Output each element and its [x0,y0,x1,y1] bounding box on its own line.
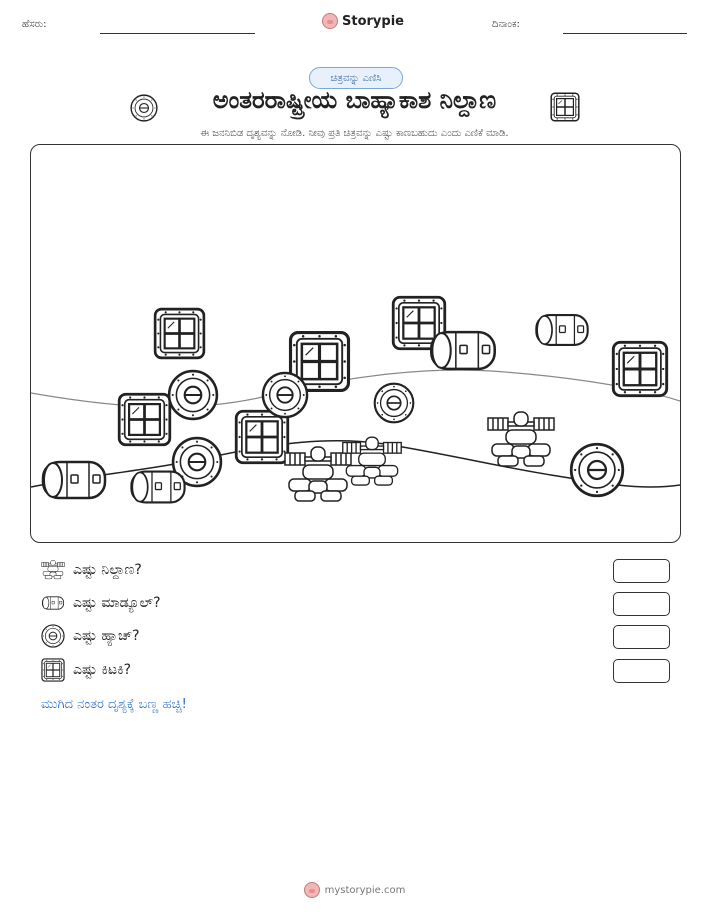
name-line[interactable] [100,33,255,34]
page-title: ಅಂತರರಾಷ್ಟ್ರೀಯ ಬಾಹ್ಯಾಕಾಶ ನಿಲ್ದಾಣ [212,86,497,114]
question-stations [41,557,142,583]
hatch-item [375,384,414,423]
window-item [155,309,204,358]
coloring-note: ಮುಗಿದ ನಂತರ ದೃಶ್ಯಕ್ಕೆ ಬಣ್ಣ ಹಚ್ಚಿ! [41,697,187,712]
hatch-item [571,444,623,496]
question-hatches [41,623,140,649]
date-line[interactable] [563,33,687,34]
answer-box-modules[interactable] [613,592,670,616]
answer-box-hatches[interactable] [613,625,670,649]
pig-mascot-icon [322,13,338,29]
hatch-item [169,371,217,419]
window-icon [41,658,65,682]
question-label: ಎಷ್ಟು ಕಿಟಕಿ? [73,662,132,678]
date-label: ದಿನಾಂಕ: [492,19,520,30]
question-modules [41,590,161,616]
category-badge: ಚಿತ್ರವನ್ನು ಎಣಿಸಿ [309,67,403,89]
hatch-icon [41,624,65,648]
space-station-icon [41,558,65,582]
name-label: ಹೆಸರು: [22,19,47,30]
scene-illustration [31,145,680,542]
site-url[interactable]: mystorypie.com [324,884,406,896]
question-label: ಎಷ್ಟು ಮಾಡ್ಯೂಲ್? [73,595,161,611]
answer-box-stations[interactable] [613,559,670,583]
question-label: ಎಷ್ಟು ಹ್ಯಾಚ್? [73,628,140,644]
question-label: ಎಷ್ಟು ನಿಲ್ದಾಣ? [73,562,142,578]
station-item [285,447,351,501]
window-icon [550,92,580,122]
module-item [43,462,105,498]
question-windows [41,657,131,683]
window-item [236,411,288,463]
counting-scene [30,144,681,543]
window-item [119,394,170,445]
station-item [488,412,554,466]
module-item [431,332,494,369]
answer-box-windows[interactable] [613,659,670,683]
hatch-item [263,373,307,417]
instructions: ಈ ಜನನಿಬಿಡ ದೃಶ್ಯವನ್ನು ನೋಡಿ. ನೀವು ಪ್ರತಿ ಚಿತ್ರವನ್ನು ಎಷ್ಟು ಕಾಣಬಹುದು ಎಂದು ಎಣಿಕೆ ಮಾಡಿ. [200,128,509,139]
module-item [536,315,587,345]
footer [0,882,709,898]
module-item [131,472,184,503]
module-icon [41,591,65,615]
window-item [613,342,666,395]
brand-name: Storypie [342,13,404,29]
pig-mascot-icon [304,882,320,898]
brand-logo [322,13,404,29]
